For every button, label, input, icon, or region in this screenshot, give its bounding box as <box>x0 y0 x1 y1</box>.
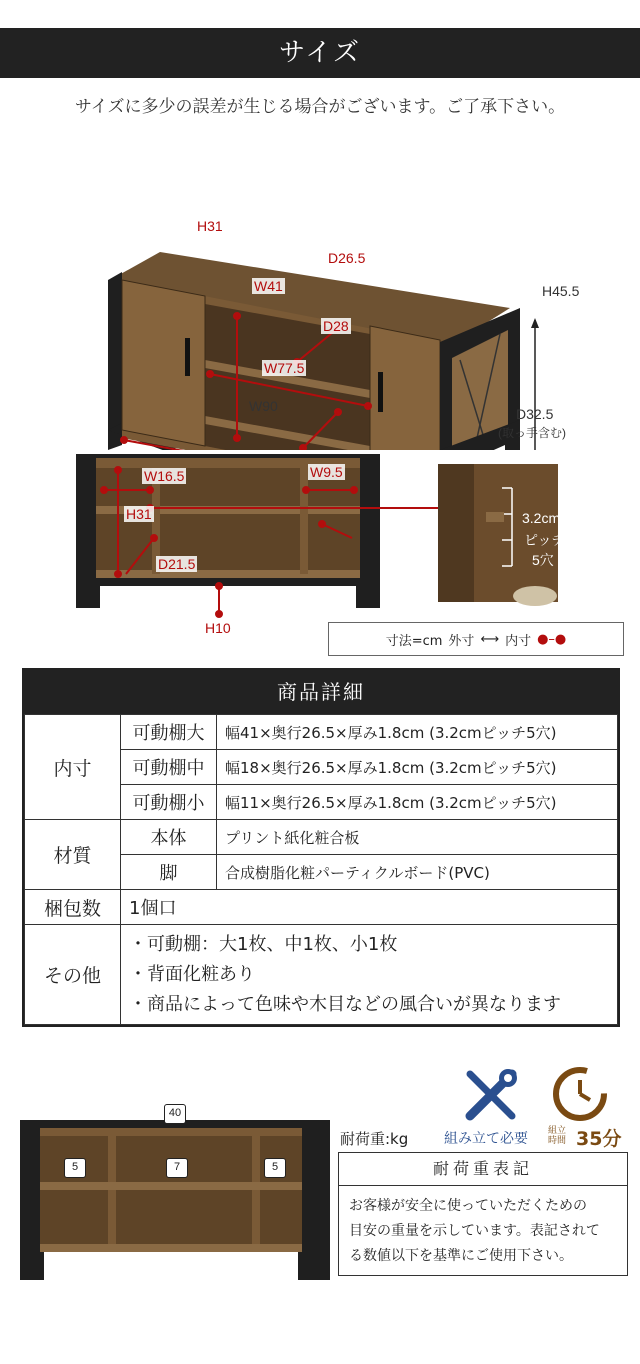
dim-d28: D28 <box>323 318 349 334</box>
shelf-small-value: 幅11×奥行26.5×厚み1.8cm (3.2cmピッチ5穴) <box>217 785 618 820</box>
load-unit-label: 耐荷重:kg <box>340 1130 409 1148</box>
material-leg-value: 合成樹脂化粧パーティクルボード(PVC) <box>217 855 618 890</box>
shelf-medium-label: 可動棚中 <box>121 750 217 785</box>
legend-unit: 寸法=cm <box>385 633 443 649</box>
dim-d215: D21.5 <box>158 556 196 572</box>
disclaimer-note: サイズに多少の誤差が生じる場合がございます。ご了承下さい。 <box>74 97 566 117</box>
dim-h455: H45.5 <box>542 283 580 299</box>
pitch-label-b: ピッチ <box>524 532 566 548</box>
load-top: 40 <box>164 1104 186 1124</box>
material-leg-label: 脚 <box>121 855 217 890</box>
tools-icon <box>462 1066 520 1124</box>
load-box-line: お客様が安全に使っていただくための <box>349 1198 587 1214</box>
dim-w90: W90 <box>249 398 278 414</box>
dim-w95: W9.5 <box>310 464 343 480</box>
other-list <box>121 925 618 1025</box>
material-body-value: プリント紙化粧合板 <box>217 820 618 855</box>
dim-d325: D32.5 <box>516 406 554 422</box>
dim-h31: H31 <box>197 218 223 234</box>
assembly-time-prefix: 組立時間 <box>548 1126 567 1146</box>
material-label: 材質 <box>25 820 121 890</box>
load-box-line: 目安の重量を示しています。表記されて <box>349 1223 600 1239</box>
legend-outer: 外寸 <box>448 633 475 649</box>
other-label: その他 <box>25 925 121 1025</box>
spec-table <box>22 668 620 1027</box>
dim-w165: W16.5 <box>144 468 185 484</box>
pitch-label-a: 3.2cm <box>522 510 561 526</box>
shelf-large-value: 幅41×奥行26.5×厚み1.8cm (3.2cmピッチ5穴) <box>217 715 618 750</box>
dim-d265: D26.5 <box>328 250 366 266</box>
outer-arrow-icon: ⟷ <box>480 631 500 647</box>
dim-w775: W77.5 <box>264 360 305 376</box>
dimension-legend <box>328 622 624 656</box>
load-box-line: る数値以下を基準にご使用下さい。 <box>349 1248 573 1264</box>
other-item: ・可動棚：大1枚、中1枚、小1枚 <box>129 933 398 955</box>
pack-label: 梱包数 <box>25 890 121 925</box>
load-right: 5 <box>264 1158 286 1178</box>
dim-h31-front: H31 <box>126 506 152 522</box>
shelf-medium-value: 幅18×奥行26.5×厚み1.8cm (3.2cmピッチ5穴) <box>217 750 618 785</box>
timer-icon <box>550 1064 610 1124</box>
dim-w41: W41 <box>254 278 283 294</box>
load-box-body <box>338 1186 628 1276</box>
section-title: サイズ <box>0 28 640 78</box>
spec-heading: 商品詳細 <box>24 670 618 714</box>
load-left: 5 <box>64 1158 86 1178</box>
assembly-time-value: 35分 <box>576 1128 622 1150</box>
load-box-title: 耐荷重表記 <box>338 1152 628 1186</box>
shelf-large-label: 可動棚大 <box>121 715 217 750</box>
dim-h10: H10 <box>205 620 231 636</box>
load-center: 7 <box>166 1158 188 1178</box>
shelf-small-label: 可動棚小 <box>121 785 217 820</box>
material-body-label: 本体 <box>121 820 217 855</box>
load-capacity-illustration <box>0 1110 330 1285</box>
inner-label: 内寸 <box>25 715 121 820</box>
other-item: ・商品によって色味や木目などの風合いが異なります <box>129 993 561 1015</box>
dim-d325-note: (取っ手含む) <box>498 426 566 440</box>
other-item: ・背面化粧あり <box>129 963 255 985</box>
inner-marker-icon: ●–● <box>537 631 567 647</box>
pitch-label-c: 5穴 <box>532 552 554 568</box>
pack-value: 1個口 <box>121 890 618 925</box>
assembly-required-label: 組み立て必要 <box>444 1131 528 1147</box>
legend-inner: 内寸 <box>505 633 532 649</box>
